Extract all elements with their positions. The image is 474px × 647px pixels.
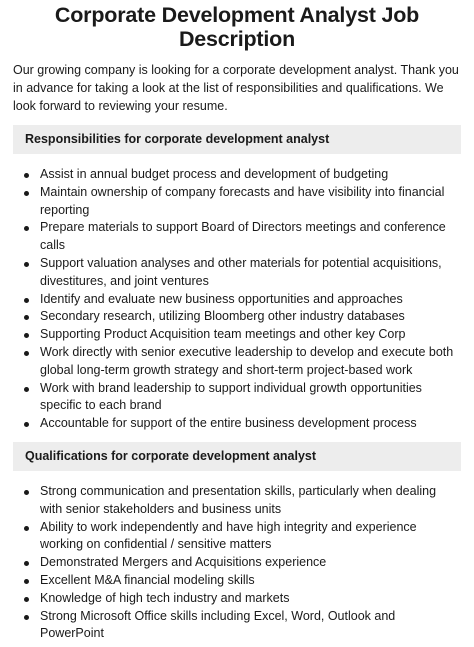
list-item-text: Strong Microsoft Office skills including Excel, Word, Outlook and PowerPoint <box>40 608 396 641</box>
bullet-icon <box>24 597 29 602</box>
list-item-text: Maintain ownership of company forecasts and have visibility into financial reporting <box>40 184 445 217</box>
page-title: Corporate Development Analyst Job Description <box>54 3 420 51</box>
bullet-icon <box>24 561 29 566</box>
bullet-icon <box>24 333 29 338</box>
bullet-icon <box>24 387 29 392</box>
list-item <box>13 519 461 555</box>
list-item-text: Knowledge of high tech industry and markets <box>40 590 290 605</box>
list-item <box>13 184 461 220</box>
list-item <box>13 483 461 519</box>
list-item-text: Assist in annual budget process and development of budgeting <box>40 167 389 181</box>
list-item <box>13 380 461 416</box>
bullet-icon <box>24 315 29 320</box>
qualifications-heading: Qualifications for corporate development analyst <box>13 442 461 471</box>
bullet-icon <box>24 422 29 427</box>
list-item-text: Work directly with senior executive leadership to develop and execute both global long-term growth strategy and short-term project-based work <box>40 344 454 377</box>
bullet-icon <box>24 615 29 620</box>
list-item-text: Work with brand leadership to support individual growth opportunities specific to each brand <box>40 380 422 413</box>
list-item <box>13 166 461 184</box>
bullet-icon <box>24 579 29 584</box>
list-item-text: Ability to work independently and have high integrity and experience working on confidential / sensitive matters <box>40 519 417 552</box>
list-item <box>13 572 461 590</box>
list-item <box>13 554 461 572</box>
bullet-icon <box>24 262 29 267</box>
list-item <box>13 308 461 326</box>
bullet-icon <box>24 173 29 178</box>
list-item <box>13 415 461 433</box>
list-item-text: Excellent M&A financial modeling skills <box>40 572 255 587</box>
list-item-text: Accountable for support of the entire business development process <box>40 416 417 431</box>
bullet-icon <box>24 298 29 303</box>
list-item-text: Identify and evaluate new business opportunities and approaches <box>40 291 403 306</box>
list-item <box>13 608 461 644</box>
list-item <box>13 291 461 309</box>
qualifications-list <box>13 483 461 643</box>
list-item <box>13 255 461 291</box>
list-item <box>13 219 461 255</box>
list-item-text: Demonstrated Mergers and Acquisitions experience <box>40 555 327 570</box>
bullet-icon <box>24 490 29 495</box>
bullet-icon <box>24 526 29 531</box>
list-item-text: Support valuation analyses and other materials for potential acquisitions, divestitures, and joint ventures <box>40 255 442 288</box>
bullet-icon <box>24 226 29 231</box>
list-item <box>13 344 461 380</box>
intro-paragraph: Our growing company is looking for a corporate development analyst. Thank you in advance for taking a look at the list of responsibilities and qualifications. We look forward to reviewing your resume. <box>13 63 459 113</box>
list-item-text: Prepare materials to support Board of Directors meetings and conference calls <box>40 220 446 253</box>
list-item-text: Supporting Product Acquisition team meetings and other key Corp <box>40 327 406 342</box>
responsibilities-heading: Responsibilities for corporate development analyst <box>13 125 461 154</box>
list-item <box>13 590 461 608</box>
bullet-icon <box>24 351 29 356</box>
bullet-icon <box>24 191 29 196</box>
list-item <box>13 326 461 344</box>
responsibilities-list <box>13 166 461 433</box>
list-item-text: Secondary research, utilizing Bloomberg other industry databases <box>40 309 405 324</box>
list-item-text: Strong communication and presentation skills, particularly when dealing with senior stakeholders and business units <box>40 483 437 516</box>
